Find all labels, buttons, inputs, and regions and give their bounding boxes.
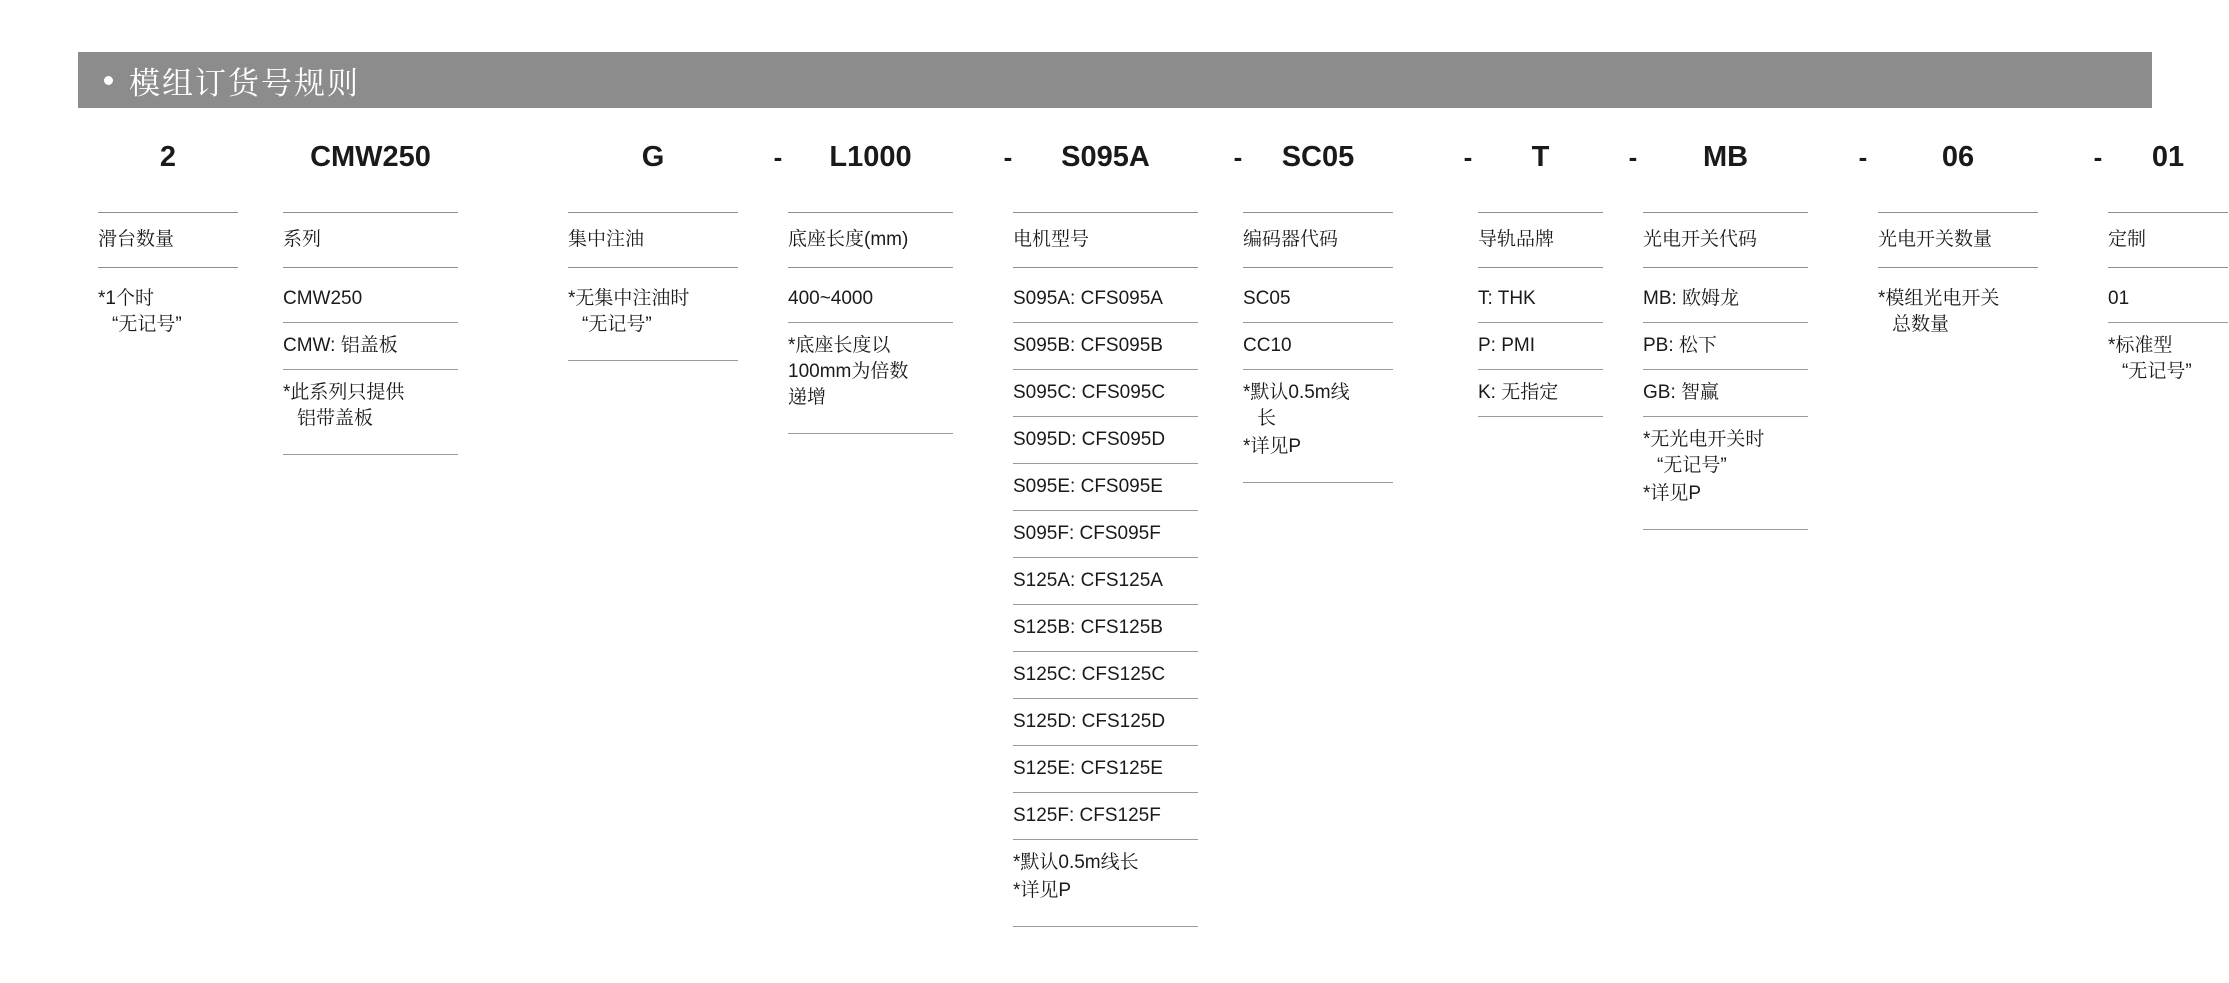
option-text: *标准型 [2108,335,2173,356]
option-text-indent: “无记号” [112,314,182,335]
option-text-indent: 铝带盖板 [297,408,374,429]
code-value: MB [1702,141,1749,173]
divider [98,267,238,268]
divider [1243,267,1393,268]
option-item [1643,333,1808,370]
option-list [568,286,738,361]
option-text: S125B: CFS125B [1013,617,1163,638]
option-item [788,333,953,411]
divider [1643,267,1808,268]
option-list [2108,286,2228,385]
order-code-column-encoder-code [1243,128,1393,483]
order-code-column-motor-model [1013,128,1198,927]
divider [568,267,738,268]
option-text: CMW: 铝盖板 [283,335,398,356]
option-text: *默认0.5m线长 [1013,852,1139,873]
option-list [98,286,238,338]
option-item [1243,333,1393,370]
divider [1243,482,1393,483]
option-item [1478,333,1603,370]
divider [283,267,458,268]
option-item [1643,286,1808,323]
order-code-columns [78,128,2192,948]
option-item [1013,850,1198,876]
code-separator-dash: - [1463,142,1473,172]
code-value: L1000 [829,141,912,173]
field-label: 集中注油 [568,229,645,250]
option-item [1013,286,1198,323]
divider [788,433,953,434]
option-text: *此系列只提供 [283,382,405,403]
option-item [1643,380,1808,417]
option-text: S125E: CFS125E [1013,758,1163,779]
option-text: *底座长度以 [788,335,891,356]
divider [568,212,738,213]
option-item [1878,286,2038,338]
field-label: 滑台数量 [98,229,175,250]
field-label: 底座长度(mm) [788,229,909,250]
option-text: K: 无指定 [1478,382,1559,403]
option-list [1878,286,2038,338]
option-text: 01 [2108,288,2130,309]
option-item [1013,803,1198,840]
option-text: S125C: CFS125C [1013,664,1166,685]
option-text: S125D: CFS125D [1013,711,1166,732]
option-item [1243,286,1393,323]
option-item [1013,756,1198,793]
option-item [1013,568,1198,605]
option-text: *1个时 [98,288,154,309]
option-text: PB: 松下 [1643,335,1717,356]
option-item [1243,434,1393,460]
divider [1643,529,1808,530]
option-item [1013,878,1198,904]
field-label: 编码器代码 [1243,229,1339,250]
option-item [283,380,458,432]
divider [1013,212,1198,213]
option-text-indent: 总数量 [1892,314,1950,335]
option-item [1013,427,1198,464]
divider [788,212,953,213]
option-item [1013,615,1198,652]
code-separator-dash: - [2093,142,2103,172]
divider [2108,267,2228,268]
code-value: G [641,141,665,173]
field-label: 系列 [283,229,322,250]
option-item [1013,662,1198,699]
option-text-indent: “无记号” [582,314,652,335]
option-list [1478,286,1603,417]
divider [1478,267,1603,268]
divider [568,360,738,361]
field-label: 定制 [2108,229,2147,250]
option-text: S125A: CFS125A [1013,570,1163,591]
option-text-indent: “无记号” [2122,361,2192,382]
divider [788,267,953,268]
option-text: *无光电开关时 [1643,429,1765,450]
code-value: SC05 [1281,141,1355,173]
section-header [78,52,2152,108]
divider [98,212,238,213]
divider [283,454,458,455]
divider [1478,212,1603,213]
code-separator-dash: - [1003,142,1013,172]
code-separator-dash: - [1233,142,1243,172]
option-text: *无集中注油时 [568,288,690,309]
order-code-column-customization [2108,128,2228,387]
option-item [2108,286,2228,323]
option-text: *详见P [1013,880,1072,901]
code-value: T [1531,141,1550,173]
option-item [1478,286,1603,323]
option-item [1643,427,1808,479]
bullet-dot-icon [104,76,113,85]
option-text: *详见P [1643,483,1702,504]
option-item [1478,380,1603,417]
option-item [1243,380,1393,432]
order-code-column-series [283,128,458,455]
option-text: CC10 [1243,335,1292,356]
option-item [283,333,458,370]
divider [283,212,458,213]
code-value: CMW250 [310,141,431,173]
divider [1243,212,1393,213]
code-separator-dash: - [1858,142,1868,172]
code-separator-dash: - [1628,142,1638,172]
order-code-column-rail-brand [1478,128,1603,427]
option-list [283,286,458,455]
page-title: 模组订货号规则 [129,65,360,101]
option-item [98,286,238,338]
option-text: *详见P [1243,436,1302,457]
code-separator-dash: - [773,142,783,172]
option-list [788,286,953,434]
option-item [283,286,458,323]
option-text: MB: 欧姆龙 [1643,288,1740,309]
code-value: S095A [1061,141,1150,173]
option-text: S095B: CFS095B [1013,335,1163,356]
option-text: T: THK [1478,288,1536,309]
option-text: CMW250 [283,288,363,309]
order-code-column-photoelectric-switch-count [1878,128,2038,340]
option-text-line: 100mm为倍数 [788,361,909,382]
option-text: S095A: CFS095A [1013,288,1163,309]
field-label: 光电开关数量 [1878,229,1993,250]
option-text: 400~4000 [788,288,874,309]
option-text: S095D: CFS095D [1013,429,1166,450]
order-code-column-slider-count [98,128,238,340]
field-label: 导轨品牌 [1478,229,1555,250]
order-code-column-base-length [788,128,953,434]
option-item [788,286,953,323]
option-text: S095E: CFS095E [1013,476,1163,497]
option-text: *默认0.5m线 [1243,382,1350,403]
option-text: *模组光电开关 [1878,288,2000,309]
order-code-column-central-lubrication [568,128,738,361]
option-item [1013,521,1198,558]
field-label: 光电开关代码 [1643,229,1758,250]
divider [1878,212,2038,213]
option-item [1013,709,1198,746]
order-code-column-photoelectric-switch-code [1643,128,1808,530]
divider [1013,926,1198,927]
option-item [1013,474,1198,511]
option-list [1013,286,1198,927]
option-item [1643,481,1808,507]
code-value: 2 [159,141,177,173]
option-text: S095C: CFS095C [1013,382,1166,403]
option-text-indent: “无记号” [1657,455,1727,476]
option-text: SC05 [1243,288,1291,309]
option-item [2108,333,2228,385]
option-text: S125F: CFS125F [1013,805,1161,826]
field-label: 电机型号 [1013,229,1090,250]
divider [1013,267,1198,268]
option-item [1013,380,1198,417]
option-item [1013,333,1198,370]
divider [1643,212,1808,213]
option-text: P: PMI [1478,335,1536,356]
code-value: 01 [2151,141,2185,173]
option-text: GB: 智赢 [1643,382,1720,403]
divider [1878,267,2038,268]
option-text-line: 递增 [788,387,827,408]
option-list [1243,286,1393,483]
code-value: 06 [1941,141,1975,173]
option-text: S095F: CFS095F [1013,523,1161,544]
option-list [1643,286,1808,530]
option-item [568,286,738,338]
divider [2108,212,2228,213]
option-text-indent: 长 [1257,408,1277,429]
